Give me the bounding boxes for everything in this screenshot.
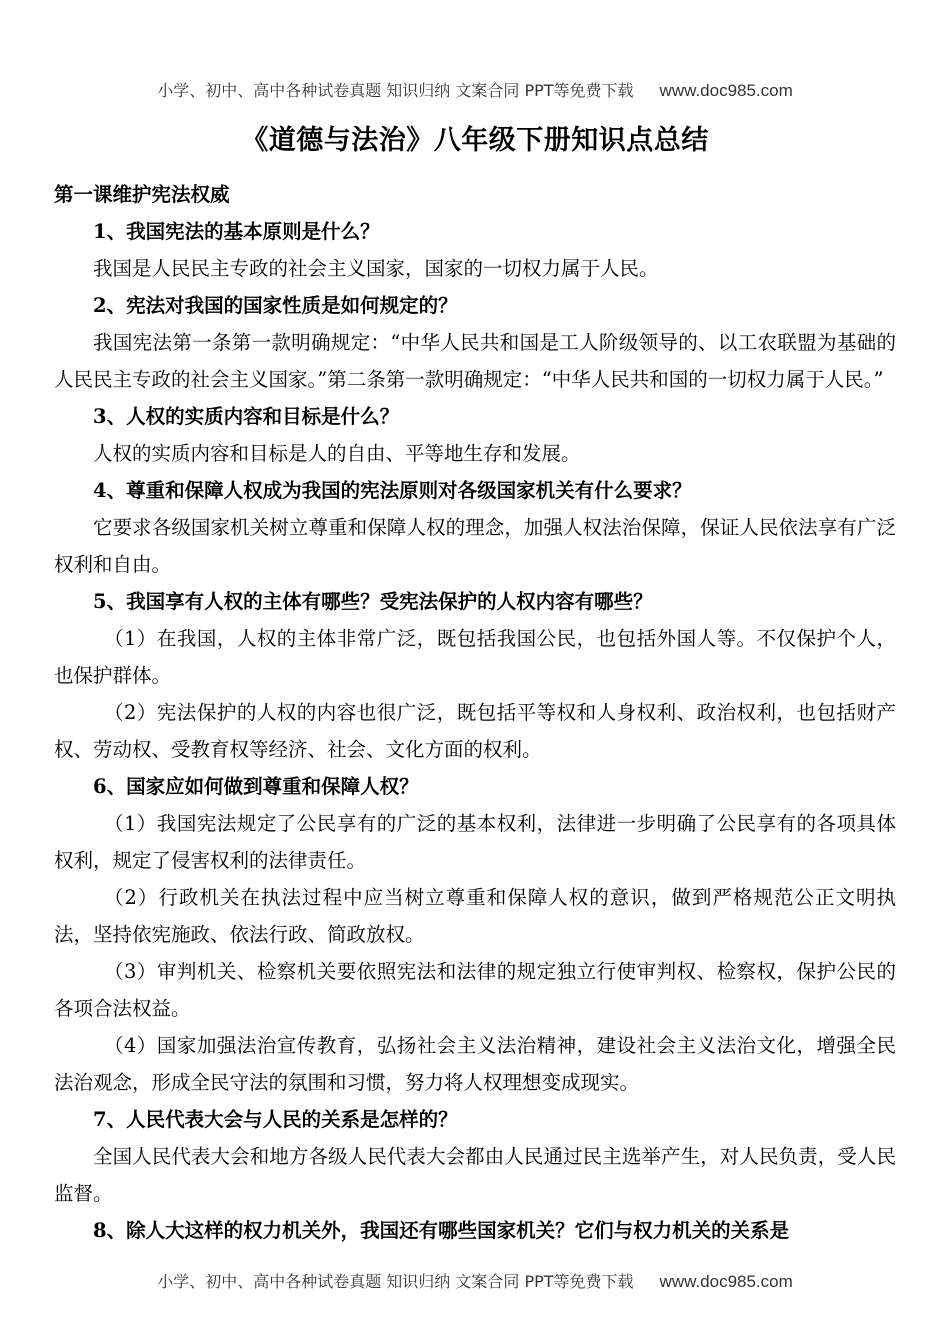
answer-1: 我国是人民民主专政的社会主义国家，国家的一切权力属于人民。 (93, 257, 659, 280)
question-6: 6、国家应如何做到尊重和保障人权？ (93, 775, 419, 798)
answer-4: 它要求各级国家机关树立尊重和保障人权的理念，加强人权法治保障，保证人民依法享有广泛权利和自由。 (54, 516, 896, 576)
footer-banner (0, 1269, 950, 1292)
answer-6-item-4: （4）国家加强法治宣传教育，弘扬社会主义法治精神，建设社会主义法治文化，增强全民法治观念，形成全民守法的氛围和习惯，努力将人权理想变成现实。 (54, 1034, 896, 1094)
header-banner (0, 78, 950, 101)
footer-banner-site[interactable]: www.doc985.com (659, 1272, 793, 1291)
question-3: 3、人权的实质内容和目标是什么？ (93, 405, 400, 428)
question-7: 7、人民代表大会与人民的关系是怎样的？ (93, 1108, 458, 1131)
document-body (54, 176, 896, 1249)
footer-banner-text: 小学、初中、高中各种试卷真题 知识归纳 文案合同 PPT等免费下载 (157, 1272, 634, 1291)
header-banner-text: 小学、初中、高中各种试卷真题 知识归纳 文案合同 PPT等免费下载 (157, 81, 634, 100)
header-banner-site[interactable]: www.doc985.com (659, 81, 793, 100)
answer-6-item-2: （2）行政机关在执法过程中应当树立尊重和保障人权的意识，做到严格规范公正文明执法，坚持依宪施政、依法行政、简政放权。 (54, 886, 896, 946)
answer-6-item-3: （3）审判机关、检察机关要依照宪法和法律的规定独立行使审判权、检察权，保护公民的各项合法权益。 (54, 960, 896, 1020)
answer-7: 全国人民代表大会和地方各级人民代表大会都由人民通过民主选举产生，对人民负责，受人民监督。 (54, 1145, 896, 1205)
question-8: 8、除人大这样的权力机关外，我国还有哪些国家机关？它们与权力机关的关系是 (93, 1219, 790, 1242)
question-1: 1、我国宪法的基本原则是什么？ (93, 220, 380, 243)
question-5: 5、我国享有人权的主体有哪些？受宪法保护的人权内容有哪些？ (93, 590, 653, 613)
section-heading: 第一课维护宪法权威 (54, 183, 230, 206)
question-2: 2、宪法对我国的国家性质是如何规定的？ (93, 294, 458, 317)
answer-5-item-1: （1）在我国，人权的主体非常广泛，既包括我国公民，也包括外国人等。不仅保护个人，也保护群体。 (54, 627, 896, 687)
document-title: 《道德与法治》八年级下册知识点总结 (241, 125, 709, 156)
answer-3: 人权的实质内容和目标是人的自由、平等地生存和发展。 (93, 442, 581, 465)
answer-6-item-1: （1）我国宪法规定了公民享有的广泛的基本权利，法律进一步明确了公民享有的各项具体权利，规定了侵害权利的法律责任。 (54, 812, 896, 872)
answer-5-item-2: （2）宪法保护的人权的内容也很广泛，既包括平等权和人身权利、政治权利，也包括财产权、劳动权、受教育权等经济、社会、文化方面的权利。 (54, 701, 896, 761)
answer-2: 我国宪法第一条第一款明确规定：“中华人民共和国是工人阶级领导的、以工农联盟为基础的人民民主专政的社会主义国家。”第二条第一款明确规定：“中华人民共和国的一切权力属于人民。” (54, 331, 896, 391)
question-4: 4、尊重和保障人权成为我国的宪法原则对各级国家机关有什么要求？ (93, 479, 692, 502)
